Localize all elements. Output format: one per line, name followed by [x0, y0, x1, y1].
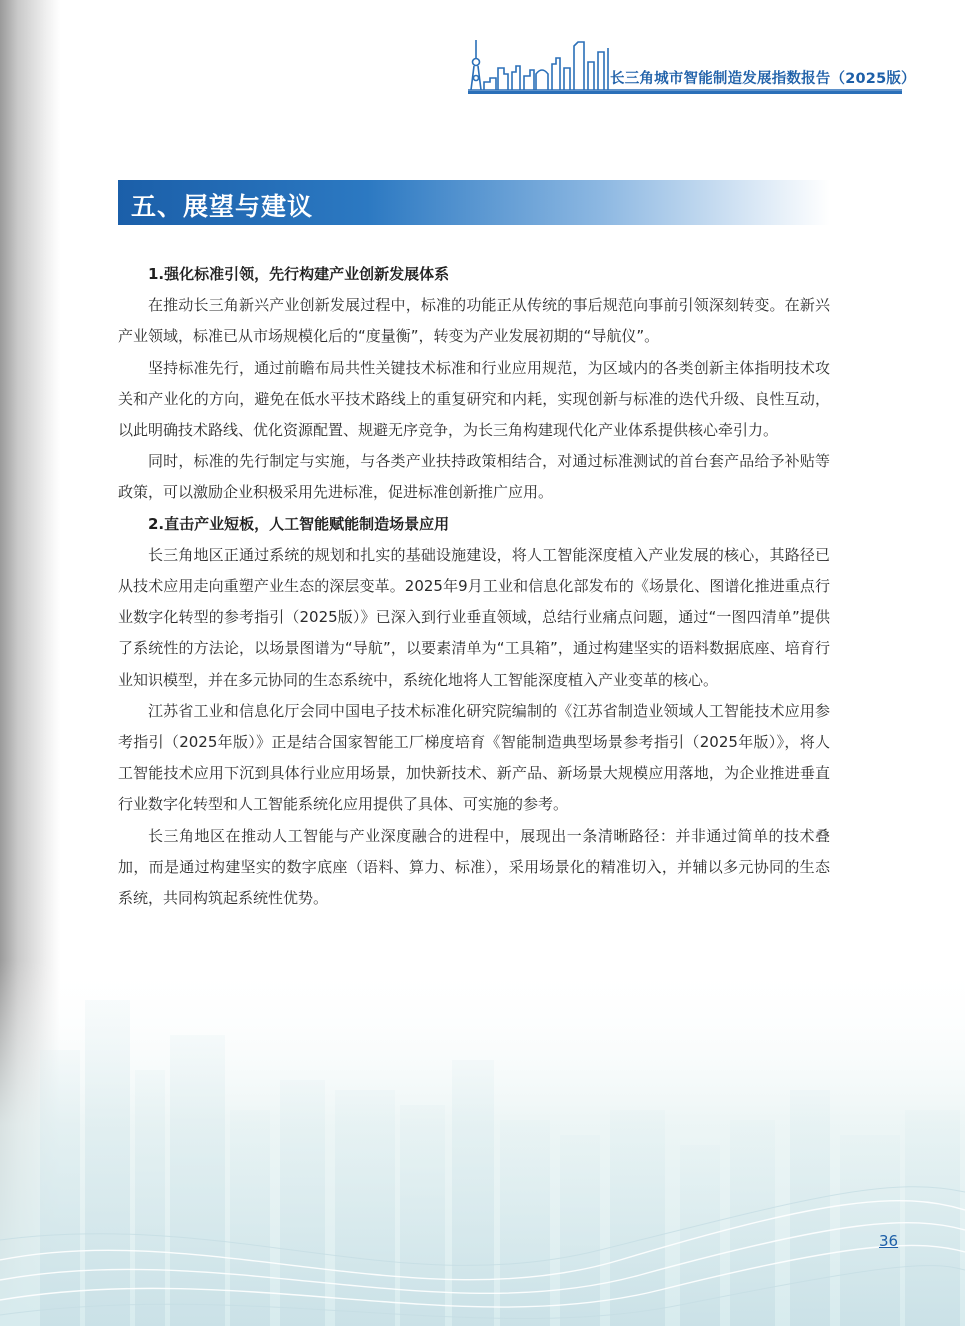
page-number: 36 [879, 1232, 899, 1250]
paragraph-5: 江苏省工业和信息化厅会同中国电子技术标准化研究院编制的《江苏省制造业领域人工智能技术应用参考指引（2025年版）》正是结合国家智能工厂梯度培育《智能制造典型场景参考指引（2025年版）》，将人工智能技术应用下沉到具体行业应用场景，加快新技术、新产品、新场景大规模应用落地，为企业推进垂直行业数字化转型和人工智能系统化应用提供了具体、可实施的参考。 [118, 701, 830, 814]
section-banner [118, 180, 830, 225]
main-content [118, 259, 830, 914]
subheading-2: 2.直击产业短板，人工智能赋能制造场景应用 [148, 514, 450, 533]
page-header [468, 38, 916, 94]
city-skyline-background [0, 960, 965, 1326]
subheading-1: 1.强化标准引领，先行构建产业创新发展体系 [148, 265, 450, 283]
paragraph-6: 长三角地区在推动人工智能与产业深度融合的进程中，展现出一条清晰路径：并非通过简单的技术叠加，而是通过构建坚实的数字底座（语料、算力、标准），采用场景化的精准切入，并辅以多元协同的生态系统，共同构筑起系统性优势。 [118, 826, 830, 908]
paragraph-1: 在推动长三角新兴产业创新发展过程中，标准的功能正从传统的事后规范向事前引领深刻转变。在新兴产业领域，标准已从市场规模化后的“度量衡”，转变为产业发展初期的“导航仪”。 [118, 296, 830, 346]
section-title: 五、展望与建议 [131, 192, 314, 221]
paragraph-3: 同时，标准的先行制定与实施，与各类产业扶持政策相结合，对通过标准测试的首台套产品给予补贴等政策，可以激励企业积极采用先进标准，促进标准创新推广应用。 [118, 452, 830, 502]
paragraph-4: 长三角地区正通过系统的规划和扎实的基础设施建设，将人工智能深度植入产业发展的核心，其路径已从技术应用走向重塑产业生态的深层变革。2025年9月工业和信息化部发布的《场景化、图谱化推进重点行业数字化转型的参考指引（2025版）》已深入到行业垂直领域，总结行业痛点问题，通过“一图四清单”提供了系统性的方法论，以场景图谱为“导航”，以要素清单为“工具箱”，通过构建坚实的语料数据底座、培育行业知识模型，并在多元协同的生态系统中，系统化地将人工智能深度植入产业变革的核心。 [118, 545, 830, 689]
paragraph-2: 坚持标准先行，通过前瞻布局共性关键技术标准和行业应用规范，为区域内的各类创新主体指明技术攻关和产业化的方向，避免在低水平技术路线上的重复研究和内耗，实现创新与标准的迭代升级、良性互动，以此明确技术路线、优化资源配置、规避无序竞争，为长三角构建现代化产业体系提供核心牵引力。 [118, 358, 830, 440]
report-title: 长三角城市智能制造发展指数报告（2025版） [610, 71, 916, 87]
